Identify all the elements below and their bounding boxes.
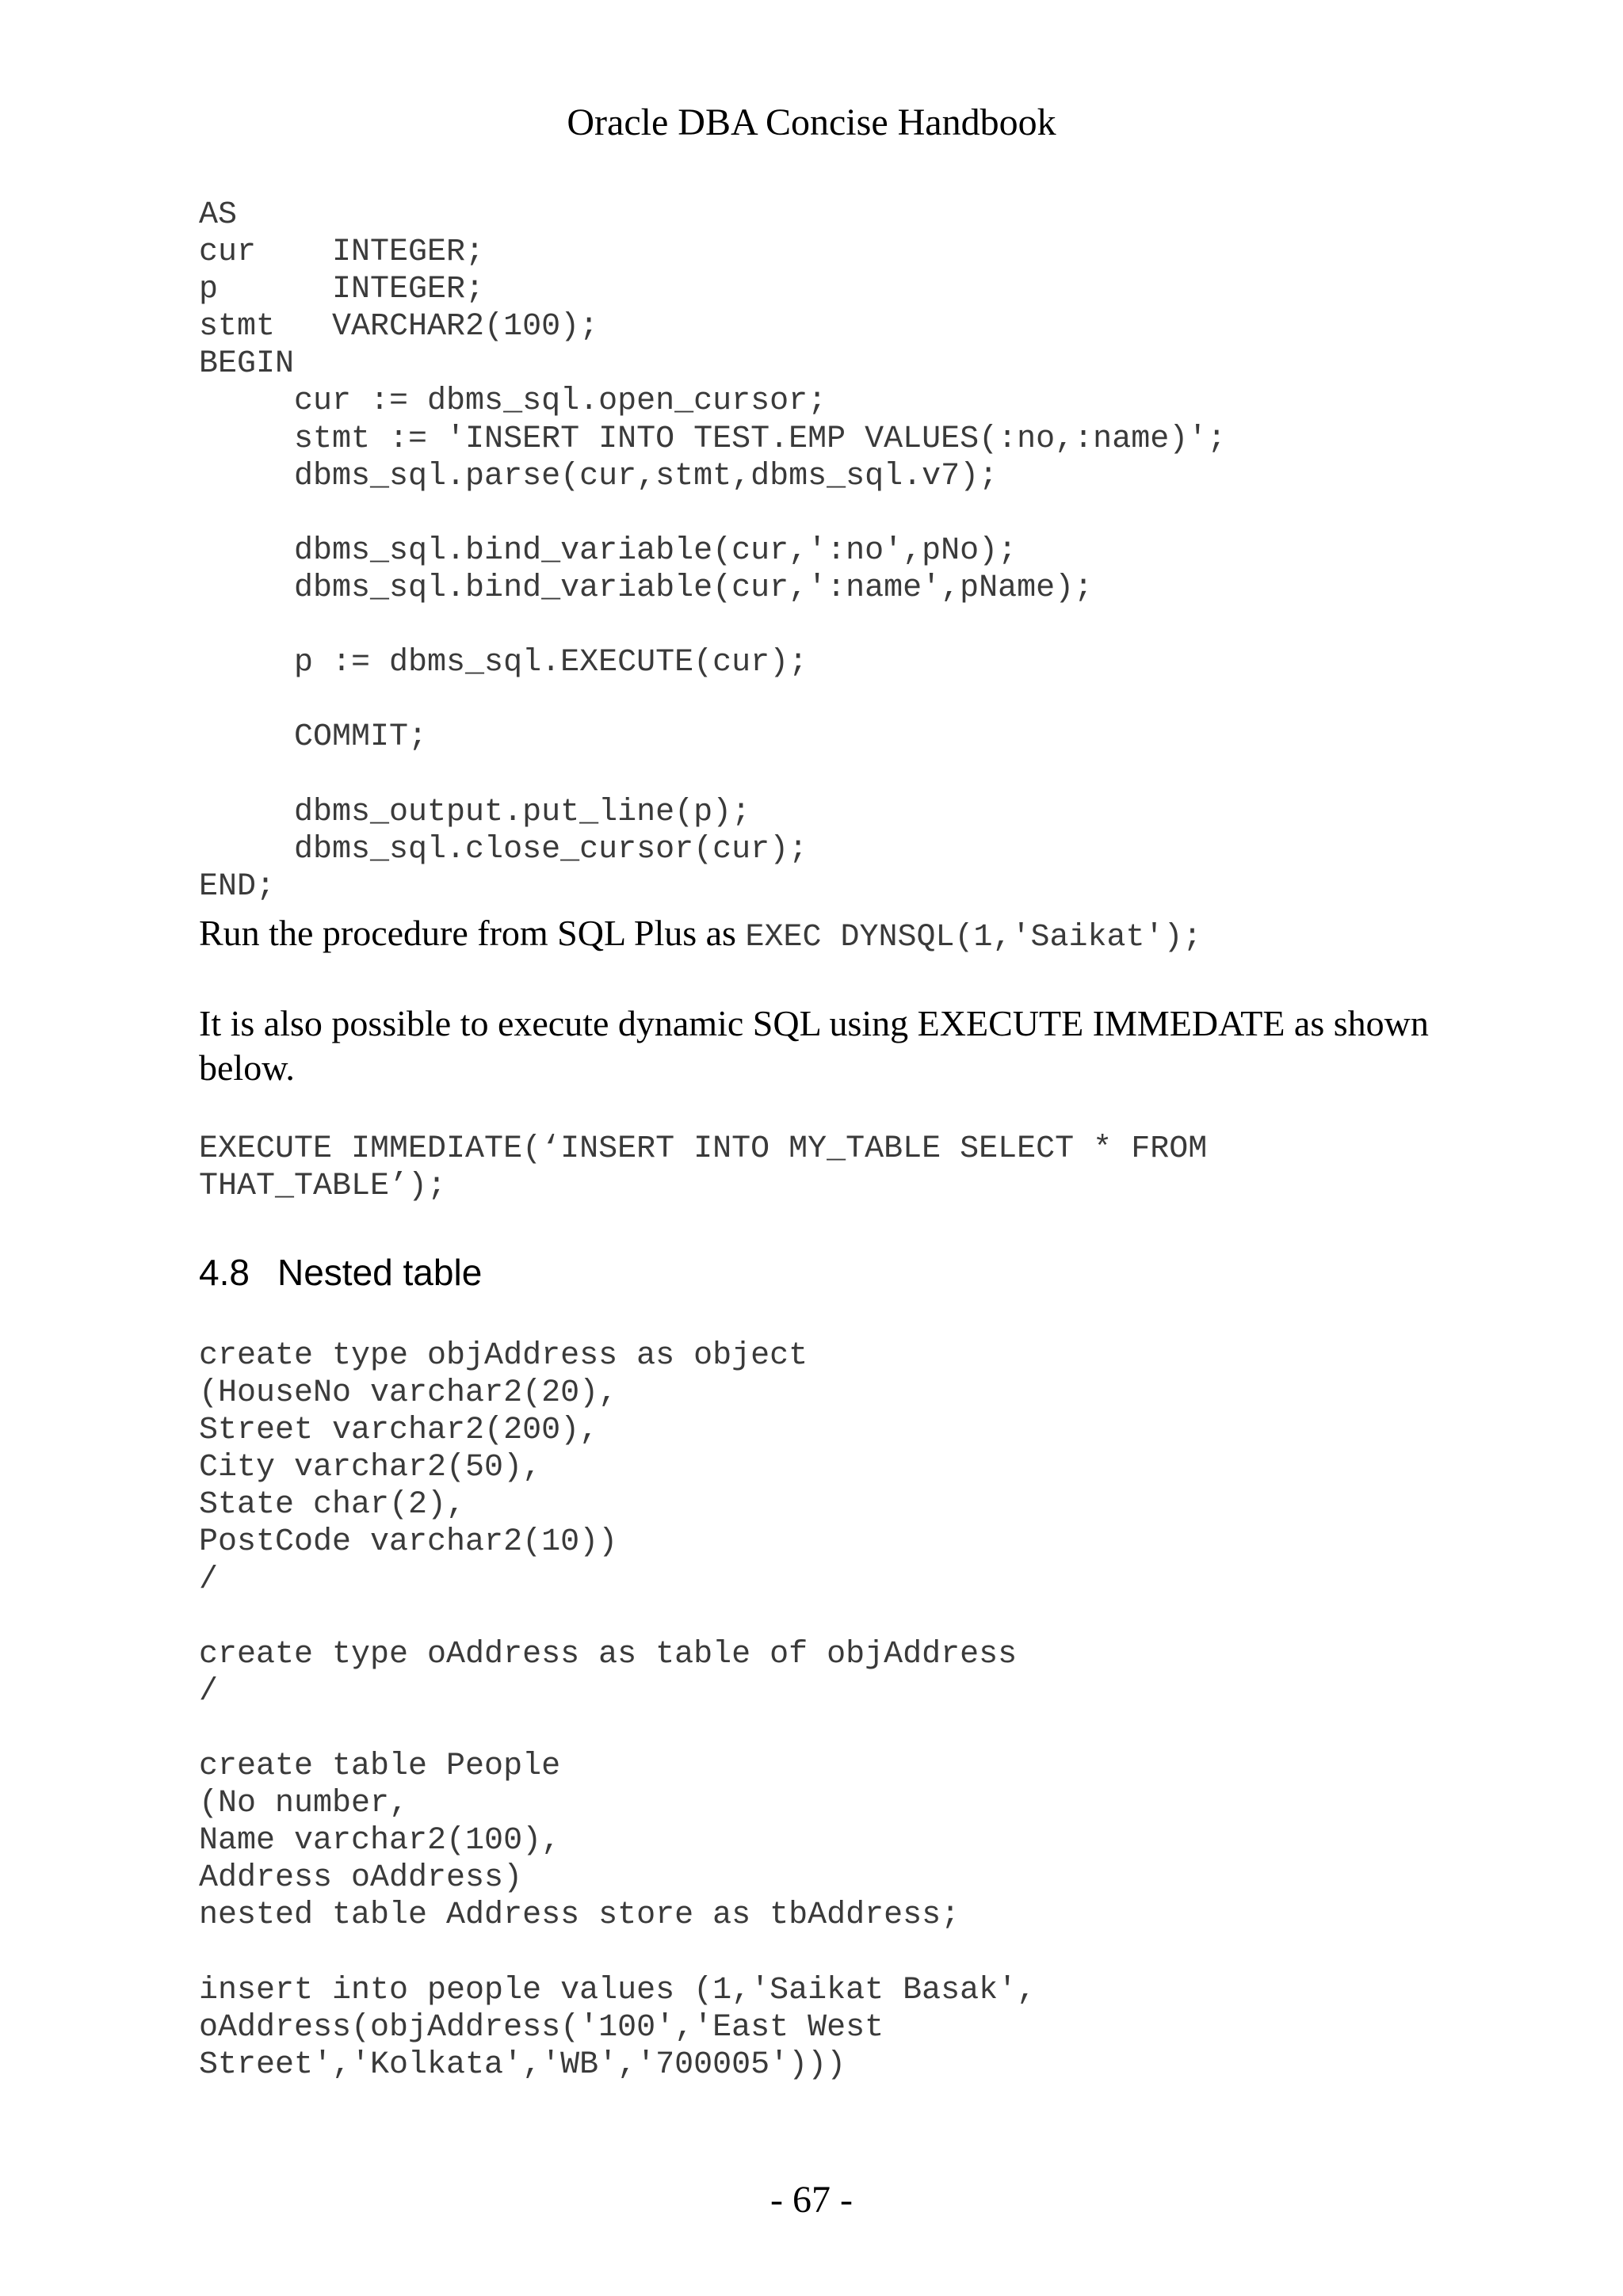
code-line: State char(2),: [199, 1487, 466, 1524]
code-block-procedure: [199, 196, 1226, 906]
page-number: - 67 -: [770, 2179, 853, 2221]
code-line: cur := dbms_sql.open_cursor;: [199, 383, 827, 420]
section-title: Nested table: [277, 1252, 483, 1293]
code-line: create type oAddress as table of objAddress: [199, 1636, 1018, 1672]
code-line: EXECUTE IMMEDIATE(‘INSERT INTO MY_TABLE SELECT * FROM: [199, 1131, 1208, 1167]
code-line: stmt := 'INSERT INTO TEST.EMP VALUES(:no,:name)';: [199, 421, 1227, 457]
code-line: dbms_sql.close_cursor(cur);: [199, 831, 808, 868]
code-line: Street','Kolkata','WB','700005'))): [199, 2046, 846, 2083]
code-line: PostCode varchar2(10)): [199, 1524, 618, 1561]
code-line: Address oAddress): [199, 1860, 523, 1897]
code-line: oAddress(objAddress('100','East West: [199, 2009, 884, 2046]
code-line: END;: [199, 868, 276, 905]
code-line: (No number,: [199, 1786, 409, 1822]
code-line: nested table Address store as tbAddress;: [199, 1897, 960, 1934]
code-line: p := dbms_sql.EXECUTE(cur);: [199, 645, 808, 681]
paragraph-run-procedure: [199, 911, 1202, 960]
page-header-title: Oracle DBA Concise Handbook: [567, 101, 1056, 143]
code-block-execute-immediate: [199, 1131, 1207, 1205]
code-line: THAT_TABLE’);: [199, 1169, 447, 1205]
paragraph-run-text: Run the procedure from SQL Plus as: [199, 913, 746, 953]
code-line: AS: [199, 197, 238, 233]
code-line: dbms_output.put_line(p);: [199, 794, 751, 830]
code-line: dbms_sql.bind_variable(cur,':name',pName);: [199, 570, 1094, 606]
code-line: cur INTEGER;: [199, 235, 485, 271]
code-line: dbms_sql.parse(cur,stmt,dbms_sql.v7);: [199, 458, 999, 494]
code-line: (HouseNo varchar2(20),: [199, 1375, 618, 1412]
section-heading: [199, 1250, 482, 1295]
code-line: Name varchar2(100),: [199, 1823, 561, 1859]
code-line: create table People: [199, 1749, 561, 1785]
code-line: COMMIT;: [199, 719, 428, 756]
code-block-nested-table: [199, 1337, 1036, 2084]
code-line: BEGIN: [199, 346, 295, 383]
code-line: dbms_sql.bind_variable(cur,':no',pNo);: [199, 532, 1018, 569]
paragraph-execute-immediate: It is also possible to execute dynamic SQL using EXECUTE IMMEDATE as shown below.: [199, 1003, 1429, 1088]
section-number: 4.8: [199, 1252, 250, 1293]
code-line: /: [199, 1673, 219, 1710]
code-line: insert into people values (1,'Saikat Basak',: [199, 1972, 1037, 2008]
code-line: p INTEGER;: [199, 272, 485, 308]
code-line: Street varchar2(200),: [199, 1413, 599, 1449]
code-line: stmt VARCHAR2(100);: [199, 309, 599, 345]
code-line: /: [199, 1562, 219, 1598]
code-line: create type objAddress as object: [199, 1338, 808, 1374]
inline-code-exec: EXEC DYNSQL(1,'Saikat');: [745, 920, 1202, 955]
code-line: City varchar2(50),: [199, 1450, 542, 1486]
